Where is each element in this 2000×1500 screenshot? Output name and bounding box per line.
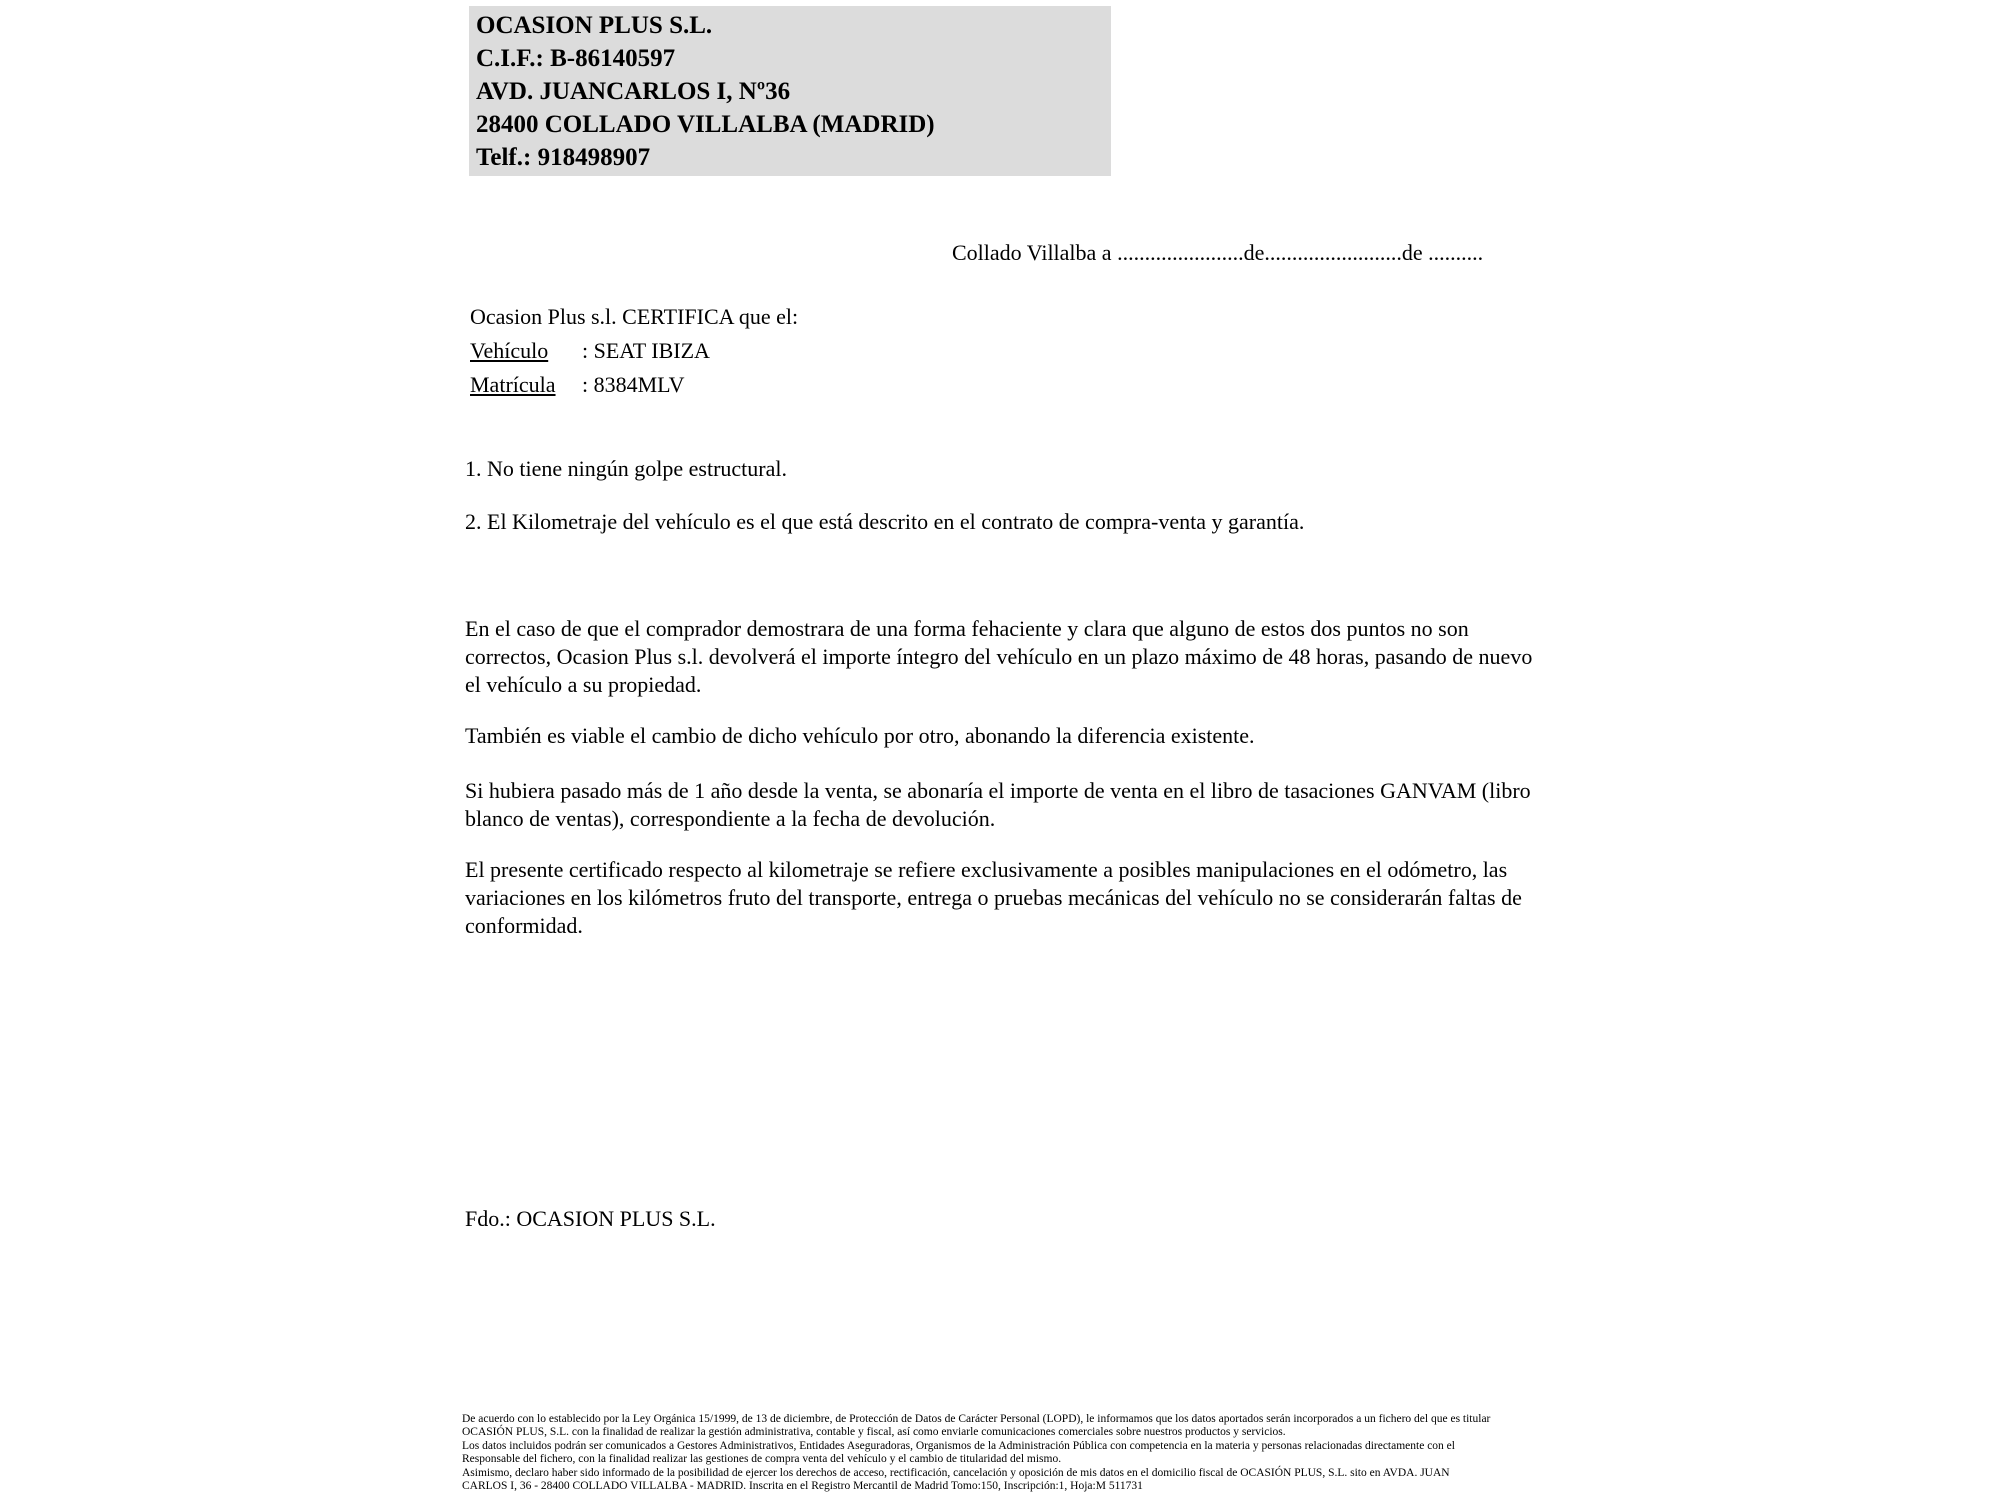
signature-line: Fdo.: OCASION PLUS S.L. — [465, 1206, 716, 1231]
date-fill-in-line: Collado Villalba a .......................de.........................de .......... — [952, 240, 1484, 265]
company-cif: C.I.F.: B-86140597 — [476, 45, 676, 72]
company-phone: Telf.: 918498907 — [476, 144, 651, 171]
legal-footer-line: Los datos incluidos podrán ser comunicados a Gestores Administrativos, Entidades Aseguradoras, Organismos de la Administración Pública con competencia en la materia y personas relacionadas directamente con el — [462, 1439, 1455, 1452]
legal-footer-line: Responsable del fichero, con la finalidad realizar las gestiones de compra venta del vehículo y el cambio de titularidad del mismo. — [462, 1453, 1062, 1466]
company-name: OCASION PLUS S.L. — [476, 12, 713, 39]
certified-point-1: 1. No tiene ningún golpe estructural. — [465, 456, 787, 481]
plate-label: Matrícula — [470, 372, 556, 397]
legal-footer — [462, 1413, 1557, 1493]
paragraph-ganvam-valuation: Si hubiera pasado más de 1 año desde la venta, se abonaría el importe de venta en el libro de tasaciones GANVAM (libro blanco de ventas), correspondiente a la fecha de devolución. — [465, 778, 1531, 831]
company-city: 28400 COLLADO VILLALBA (MADRID) — [476, 111, 935, 138]
plate-row — [470, 368, 798, 402]
legal-footer-line: OCASIÓN PLUS, S.L. con la finalidad de realizar la gestión administrativa, contable y fiscal, así como enviarle comunicaciones comerciales sobre nuestros productos y servicios. — [462, 1426, 1286, 1439]
certification-block — [470, 300, 798, 402]
legal-footer-line: De acuerdo con lo establecido por la Ley Orgánica 15/1999, de 13 de diciembre, de Protección de Datos de Carácter Personal (LOPD), le informamos que los datos aportados serán incorporados a un fichero del que es titular — [462, 1413, 1491, 1425]
certified-point-2: 2. El Kilometraje del vehículo es el que está descrito en el contrato de compra-venta y garantía. — [465, 509, 1305, 534]
certification-intro: Ocasion Plus s.l. CERTIFICA que el: — [470, 304, 799, 329]
vehicle-value: : SEAT IBIZA — [582, 338, 710, 363]
vehicle-row — [470, 334, 798, 368]
paragraph-odometer-disclaimer: El presente certificado respecto al kilometraje se refiere exclusivamente a posibles manipulaciones en el odómetro, las variaciones en los kilómetros fruto del transporte, entrega o pruebas mecánicas del vehículo no se considerarán faltas de conformidad. — [465, 857, 1522, 938]
letterhead-block — [469, 6, 1111, 176]
vehicle-label: Vehículo — [470, 338, 549, 363]
paragraph-exchange-option: También es viable el cambio de dicho vehículo por otro, abonando la diferencia existente. — [465, 723, 1255, 748]
legal-footer-line: Asimismo, declaro haber sido informado de la posibilidad de ejercer los derechos de acceso, rectificación, cancelación y oposición de mis datos en el domicilio fiscal de OCASIÓN PLUS, S.L. sito en AVDA. JUAN — [462, 1466, 1450, 1479]
company-address: AVD. JUANCARLOS I, Nº36 — [476, 78, 791, 105]
paragraph-refund-condition: En el caso de que el comprador demostrara de una forma fehaciente y clara que alguno de estos dos puntos no son correctos, Ocasion Plus s.l. devolverá el importe íntegro del vehículo en un plazo máximo de 48 horas, pasando de nuevo el vehículo a su propiedad. — [465, 616, 1533, 697]
plate-value: : 8384MLV — [582, 372, 685, 397]
legal-footer-line: CARLOS I, 36 - 28400 COLLADO VILLALBA - MADRID. Inscrita en el Registro Mercantil de Madrid Tomo:150, Inscripción:1, Hoja:M 511731 — [462, 1480, 1143, 1493]
